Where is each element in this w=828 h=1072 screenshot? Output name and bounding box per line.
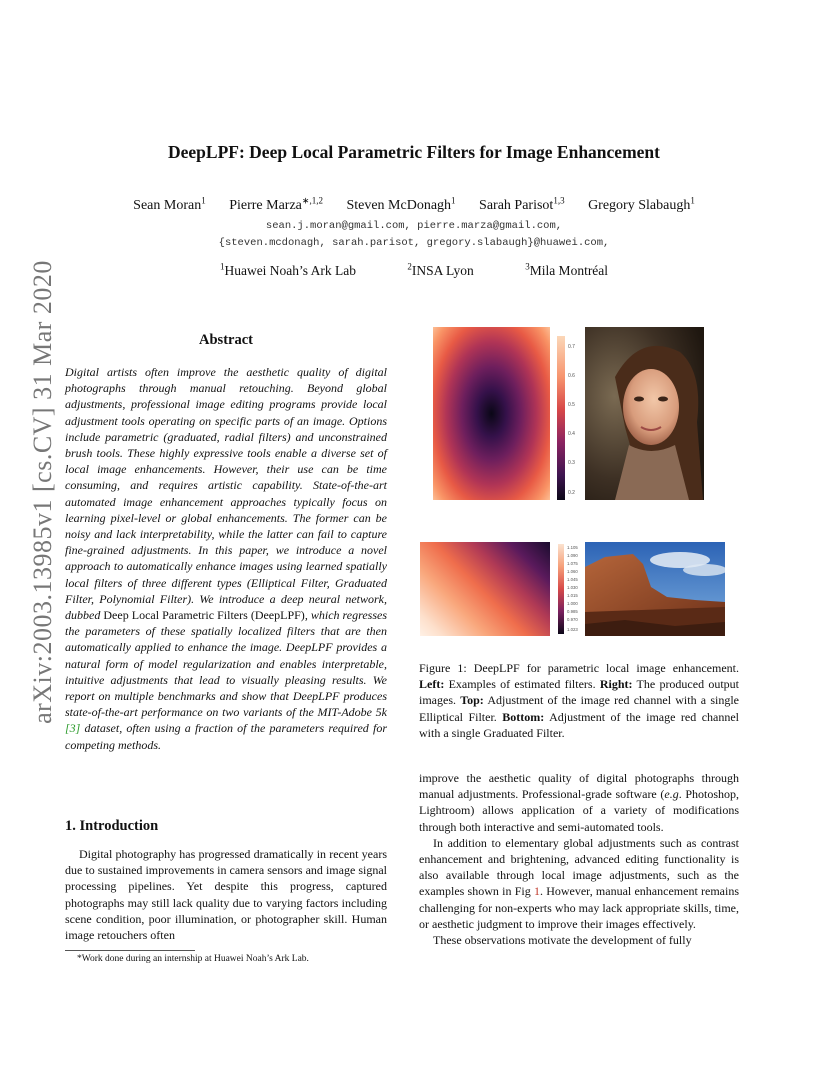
author: Sean Moran$^1$ [133,195,206,213]
section-heading-introduction: 1. Introduction [65,818,159,834]
paper-title: DeepLPF: Deep Local Parametric Filters for Image Enhancement [168,142,660,162]
author: Pierre Marza$^{∗,1,2}$ [229,195,323,213]
right-column-text [419,770,739,948]
paragraph: In addition to elementary global adjustments such as contrast enhancement and brightening, advanced editing functionality is also available through local image adjustments, such as the examples shown in Fig 1. However, manual enhancement remains challenging for non-experts who may lack appropriate skills, time, or aesthetic judgment to improve their images effectively. [419,835,740,931]
author-emails-line-2: {steven.mcdonagh, sarah.parisot, gregory.slabaugh}@huawei.com, [218,237,610,249]
graduated-filter-heatmap [420,542,550,636]
affiliation: $^2$INSA Lyon [407,261,474,278]
colorbar-ticks-graduated: 1.105 1.090 1.075 1.060 1.045 1.030 1.015 1.000 0.985 0.970 1.023 [567,545,578,632]
author: Sarah Parisot$^{1,3}$ [479,195,565,213]
paragraph: These observations motivate the development of fully [433,933,692,948]
author: Gregory Slabaugh$^1$ [588,195,695,213]
figure-1-caption: Figure 1: DeepLPF for parametric local image enhancement. Left: Examples of estimated filters. Right: The produced output images. Top: Adjustment of the image red channel with a single Elliptical Filter. Bottom: Adjustment of the image red channel with a single Graduated Filter. [419,661,740,740]
author-emails-line-1: sean.j.moran@gmail.com, pierre.marza@gmail.com, [265,220,563,232]
colorbar-elliptical [557,336,565,500]
arxiv-sidebar [28,260,58,724]
figure-reference-link[interactable]: 1 [533,884,540,899]
author-list [0,195,828,214]
abstract-heading: Abstract [199,332,253,348]
colorbar-graduated [558,544,564,634]
footnote-rule [65,950,195,951]
citation-link[interactable]: [3] [65,721,81,736]
elliptical-filter-heatmap [433,327,550,500]
intro-paragraph: Digital photography has progressed dramatically in recent years due to sustained improvements in camera sensors and image signal processing pipelines. Yet despite this progress, captured photographs may still lack quality due to varying factors including scene condition, poor illumination, or photographer skill. Human image retouchers often [65,847,387,943]
paragraph: improve the aesthetic quality of digital photographs through manual adjustments. Professional-grade software (e.g. Photoshop, Lightroom) allows application of a variety of modifications through both interactive and semi-automated tools. [419,771,739,834]
affiliation: $^3$Mila Montréal [525,261,609,278]
portrait-output-image [585,327,704,500]
author: Steven McDonagh$^1$ [346,195,456,213]
abstract-body: Digital artists often improve the aesthetic quality of digital photographs through manual retouching. Beyond global adjustments, professional image editing programs provide local adjustment tools operating on specific parts of an image. Options include parametric (graduated, radial filters) and unconstrained brush tools. These highly expressive tools enable a diverse set of local image enhancements. However, their use can be time consuming, and requires artistic capability. State-of-the-art automated image enhancement approaches typically focus on learning pixel-level or global enhancements. The former can be noisy and lack interpretability, while the latter can fail to capture fine-grained adjustments. In this paper, we introduce a novel approach to automatically enhance images using learned spatially local filters of three different types (Elliptical Filter, Graduated Filter, Polynomial Filter). We introduce a deep neural network, dubbed Deep Local Parametric Filters (DeepLPF), which regresses the parameters of these spatially localized filters that are then automatically applied to enhance the image. DeepLPF provides a natural form of model regularization and enables interpretable, intuitive adjustments that lead to visually pleasing results. We report on multiple benchmarks and show that DeepLPF produces state-of-the-art performance on two variants of the MIT-Adobe 5k [3] dataset, often using a fraction of the parameters required for competing methods. [65,365,387,752]
affiliations [0,261,828,279]
footnote: *Work done during an internship at Huawei Noah’s Ark Lab. [77,954,309,964]
landscape-output-image [585,542,725,636]
colorbar-ticks-elliptical: 0.7 0.6 0.5 0.4 0.3 0.2 [568,344,575,496]
arxiv-identifier: arXiv:2003.13985v1 [cs.CV] 31 Mar 2020 [28,260,57,724]
affiliation: $^1$Huawei Noah’s Ark Lab [219,261,357,278]
